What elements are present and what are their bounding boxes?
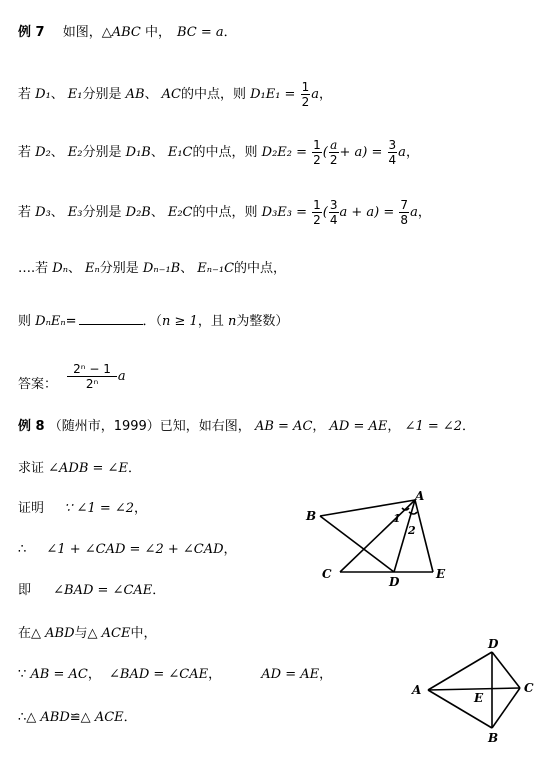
proof1-stmt: ∵ ∠1 = ∠2: [64, 501, 135, 516]
row2-e1c: E₁C: [167, 145, 193, 160]
row4-text3: 的中点，: [234, 261, 287, 276]
segment-ad: [428, 652, 492, 690]
frac-den: 2: [313, 213, 321, 227]
row5-text2: ．（: [142, 314, 163, 329]
frac-den: 8: [400, 213, 409, 227]
ex8-ad-ae: AD = AE: [329, 419, 388, 434]
row3-e2c: E₂C: [167, 205, 193, 220]
ex8-sep2: ，: [387, 419, 401, 434]
row2-d1b: D₁B: [125, 145, 151, 160]
row4-text: ….若: [18, 261, 53, 276]
therefore-sign: ∴: [18, 542, 27, 557]
row2-d: D₂: [35, 145, 51, 160]
row2-mid: + a) =: [339, 145, 383, 160]
proof3: [18, 584, 165, 597]
answer-frac: [67, 362, 117, 391]
prove-line: [18, 462, 141, 475]
label-c: C: [524, 681, 534, 695]
segment-bc: [492, 688, 520, 728]
row4-dn: Dₙ: [52, 261, 68, 276]
proof5-end: ，: [319, 667, 333, 682]
ex8-angles: ∠1 = ∠2: [404, 419, 463, 434]
prove-stmt: ∠ADB = ∠E: [48, 461, 128, 476]
row3-rhs: a: [410, 205, 418, 220]
row3-text: 若: [18, 205, 36, 220]
row5-text4: 为整数）: [236, 314, 289, 329]
row5-n: n: [227, 314, 237, 329]
proof2-stmt: ∠1 + ∠CAD = ∠2 + ∠CAD: [46, 542, 224, 557]
ex8-ab-ac: AB = AC: [254, 419, 313, 434]
label-angle-1: 1: [393, 512, 401, 525]
ex8-end: ．: [462, 419, 476, 434]
row3-end: ，: [417, 205, 431, 220]
frac-num: 7: [400, 198, 409, 212]
proof1: [18, 502, 147, 515]
frac-den: 4: [329, 213, 338, 227]
label-d: D: [389, 575, 400, 589]
proof2: [18, 543, 237, 556]
proof5-sep2: ，: [208, 667, 222, 682]
row3-frac2: [329, 198, 339, 227]
row2-sep: 、: [50, 145, 64, 160]
proof5-ab-ac: AB = AC: [30, 667, 88, 682]
proof6-abd: ABD: [40, 710, 70, 725]
label-a: A: [412, 683, 422, 697]
proof1-end: ，: [134, 501, 148, 516]
row1-d: D₁: [35, 87, 51, 102]
ex7-line: [18, 26, 237, 39]
answer-rhs: a: [117, 369, 126, 384]
row3-e: E₃: [67, 205, 83, 220]
row4-en1c: Eₙ₋₁C: [197, 261, 235, 276]
row1-sep: 、: [50, 87, 64, 102]
proof3-label: 即: [18, 583, 32, 598]
answer-line: [18, 356, 126, 391]
frac-num: 1: [301, 80, 310, 94]
row5-text: 则: [18, 314, 36, 329]
proof-label: 证明: [18, 501, 45, 516]
proof3-end: ．: [152, 583, 166, 598]
row1-sep2: 、: [144, 87, 158, 102]
segment-ac: [428, 688, 520, 690]
label-c: C: [322, 567, 332, 581]
row3-frac3: [399, 198, 409, 227]
geometry-figure-1: [300, 488, 470, 600]
row5-eq: =: [65, 314, 77, 329]
row3-mid: a + a) =: [339, 205, 395, 220]
frac-den: 4: [388, 153, 397, 167]
row2-text: 若: [18, 145, 36, 160]
proof6-end: ．: [123, 710, 137, 725]
proof4-abd: ABD: [45, 626, 75, 641]
ex7-text2: 中，: [140, 25, 172, 40]
ex8-text: （随州市，1999）已知，如右图，: [48, 419, 251, 434]
row2-text2: 分别是: [82, 145, 126, 160]
frac-num: 3: [329, 198, 338, 212]
row2-paren: (: [322, 145, 328, 160]
proof5-angles: ∠BAD = ∠CAE: [109, 667, 209, 682]
row2-lhs: D₂E₂ =: [261, 145, 308, 160]
row4-sep: 、: [67, 261, 81, 276]
proof4-ace: ACE: [101, 626, 131, 641]
row2-end: ，: [405, 145, 419, 160]
row2-rhs: a: [398, 145, 406, 160]
label-e: E: [474, 691, 484, 705]
row1-text: 若: [18, 87, 36, 102]
proof5-sep: ，: [87, 667, 101, 682]
row3-d2b: D₂B: [125, 205, 151, 220]
row2: [18, 138, 419, 167]
ex7-text: 如图，: [62, 25, 102, 40]
row3-sep: 、: [50, 205, 64, 220]
label-d: D: [488, 637, 499, 651]
row3-lhs: D₃E₃ =: [261, 205, 308, 220]
ex8-tag: 例 8: [18, 419, 45, 434]
row4-sep2: 、: [180, 261, 194, 276]
frac-den: 2ⁿ: [67, 376, 117, 391]
row3-frac1: [312, 198, 322, 227]
row1-end: ，: [319, 87, 333, 102]
row1-lhs: D₁E₁ =: [250, 87, 296, 102]
row2-frac3: [388, 138, 398, 167]
ex7-end: ．: [223, 25, 237, 40]
row5-dnen: DₙEₙ: [35, 314, 66, 329]
proof4-text2: 与△: [74, 626, 102, 641]
row1-rhs: a: [311, 87, 320, 102]
row2-text3: 的中点，则: [192, 145, 262, 160]
label-e: E: [436, 567, 446, 581]
row4: [18, 262, 286, 275]
ex8-sep: ，: [312, 419, 326, 434]
row4-dn1b: Dₙ₋₁B: [142, 261, 181, 276]
angle-2-arc: [409, 512, 417, 514]
row2-e: E₂: [67, 145, 83, 160]
geometry-figure-2: [408, 636, 548, 746]
frac-num: 1: [313, 198, 321, 212]
because-sign: ∵: [18, 667, 31, 682]
prove-end: ．: [127, 461, 141, 476]
figure1-lines: [320, 500, 433, 572]
row5-text3: ，且: [197, 314, 228, 329]
proof6-congruent: ≌△: [69, 710, 95, 725]
row3-text2: 分别是: [82, 205, 126, 220]
row4-text2: 分别是: [99, 261, 143, 276]
label-b: B: [488, 731, 499, 745]
frac-den: 2: [313, 153, 321, 167]
row3-paren: (: [322, 205, 328, 220]
proof5-ad-ae: AD = AE: [261, 667, 320, 682]
row1-e: E₁: [67, 87, 83, 102]
proof5: [18, 668, 332, 681]
row2-sep2: 、: [150, 145, 164, 160]
segment-ea: [415, 500, 433, 572]
row5-cond: n ≥ 1: [162, 314, 198, 329]
row1-text2: 分别是: [82, 87, 126, 102]
ex8-line: [18, 420, 475, 433]
proof4: [18, 627, 157, 640]
proof4-text: 在△: [18, 626, 46, 641]
frac-den: 2: [301, 95, 310, 109]
row5: [18, 312, 288, 328]
frac-num: 1: [313, 138, 321, 152]
row3-d: D₃: [35, 205, 51, 220]
proof4-text3: 中，: [130, 626, 157, 641]
frac-num: a: [330, 138, 338, 152]
prove-label: 求证: [18, 461, 49, 476]
segment-bd: [320, 516, 394, 572]
label-b: B: [306, 509, 317, 523]
row2-frac1: [312, 138, 322, 167]
proof6: [18, 711, 137, 724]
row3-text3: 的中点，则: [192, 205, 262, 220]
ex7-bc: BC = a: [177, 25, 224, 40]
row3-sep2: 、: [150, 205, 164, 220]
row1-ab: AB: [125, 87, 145, 102]
label-a: A: [415, 489, 425, 503]
proof2-end: ，: [223, 542, 237, 557]
proof6-text: ∴△: [18, 710, 41, 725]
row4-en: Eₙ: [84, 261, 100, 276]
frac-den: 2: [329, 153, 338, 167]
figure2-lines: [428, 652, 520, 728]
row1-ac: AC: [161, 87, 181, 102]
row3: [18, 198, 431, 227]
row1: [18, 80, 332, 109]
answer-blank: [79, 312, 143, 325]
frac-num: 3: [388, 138, 397, 152]
ex7-triangle: △ABC: [101, 25, 141, 40]
label-angle-2: 2: [408, 524, 416, 537]
row1-text3: 的中点，则: [180, 87, 251, 102]
row2-frac2: [329, 138, 339, 167]
answer-label: 答案：: [18, 377, 58, 392]
frac-num: 2ⁿ − 1: [73, 362, 111, 376]
row1-frac: [301, 80, 311, 109]
ex7-tag: 例 7: [18, 25, 45, 40]
proof6-ace: ACE: [94, 710, 124, 725]
segment-dc: [492, 652, 520, 688]
proof3-stmt: ∠BAD = ∠CAE: [53, 583, 153, 598]
